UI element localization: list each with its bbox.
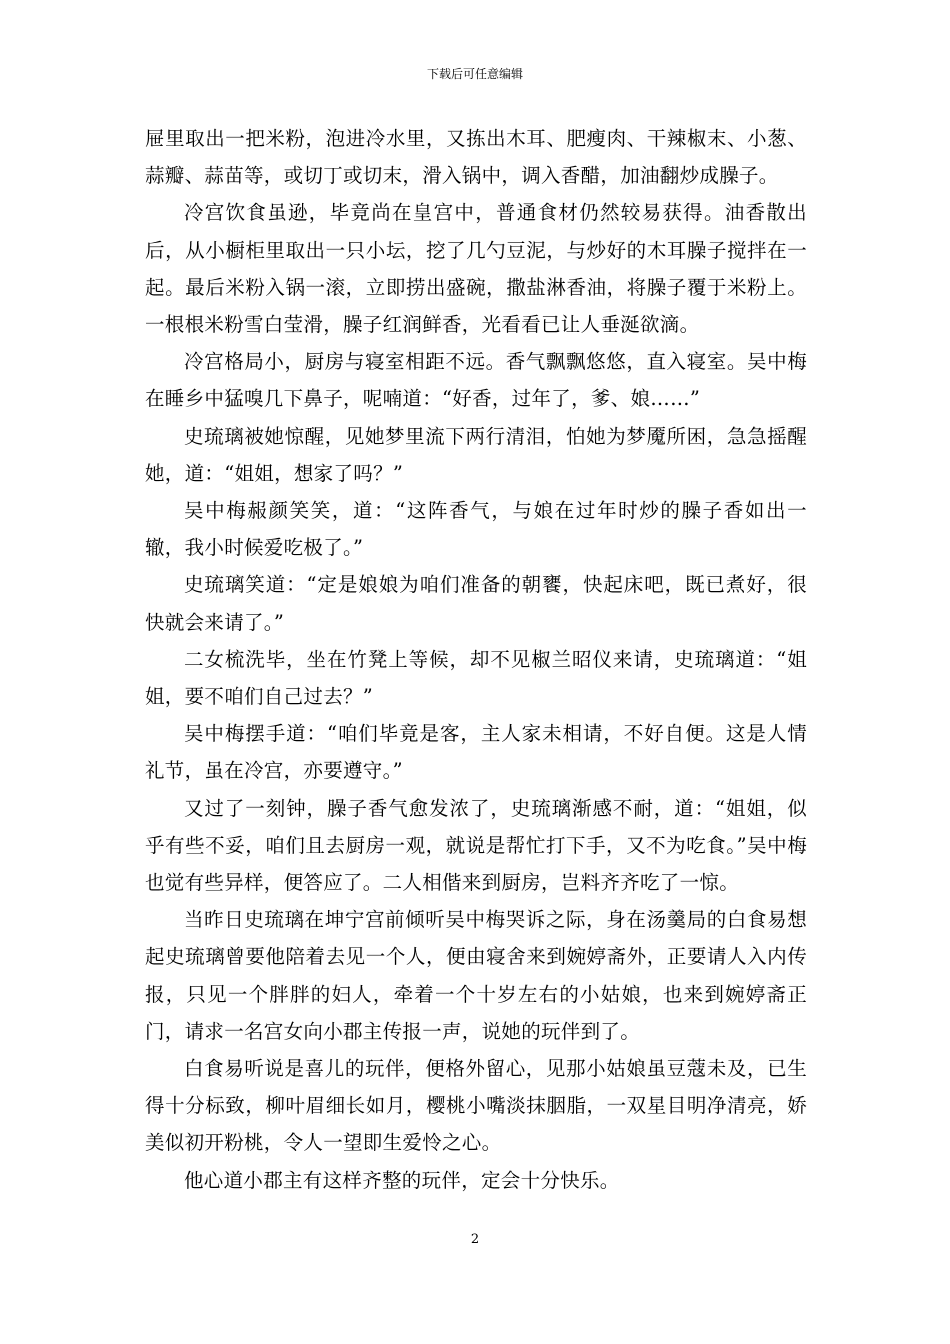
paragraph: 冷宫饮食虽逊，毕竟尚在皇宫中，普通食材仍然较易获得。油香散出后，从小橱柜里取出一只小坛，挖了几勺豆泥，与炒好的木耳臊子搅拌在一起。最后米粉入锅一滚，立即捞出盛碗，撒盐淋香油，将臊子覆于米粉上。一根根米粉雪白莹滑，臊子红润鲜香，光看看已让人垂涎欲滴。 [145, 201, 807, 337]
paragraph: 当昨日史琉璃在坤宁宫前倾听吴中梅哭诉之际，身在汤羹局的白食易想起史琉璃曾要他陪着去见一个人，便由寝舍来到婉婷斋外，正要请人入内传报，只见一个胖胖的妇人，牵着一个十岁左右的小姑娘，也来到婉婷斋正门，请求一名宫女向小郡主传报一声，说她的玩伴到了。 [145, 908, 807, 1043]
paragraph: 二女梳洗毕，坐在竹凳上等候，却不见椒兰昭仪来请，史琉璃道：“姐姐，要不咱们自己过去？” [145, 647, 807, 709]
paragraph: 屉里取出一把米粉，泡进冷水里，又拣出木耳、肥瘦肉、干辣椒末、小葱、蒜瓣、蒜苗等，或切丁或切末，滑入锅中，调入香醋，加油翻炒成臊子。 [145, 127, 807, 188]
paragraph: 吴中梅赧颜笑笑，道：“这阵香气，与娘在过年时炒的臊子香如出一辙，我小时候爱吃极了。” [145, 499, 807, 560]
body-text [145, 120, 807, 1199]
paragraph: 又过了一刻钟，臊子香气愈发浓了，史琉璃渐感不耐，道：“姐姐，似乎有些不妥，咱们且去厨房一观，就说是帮忙打下手，又不为吃食。”吴中梅也觉有些异样，便答应了。二人相偕来到厨房，岂料齐齐吃了一惊。 [145, 796, 807, 895]
paragraph: 冷宫格局小，厨房与寝室相距不远。香气飘飘悠悠，直入寝室。吴中梅在睡乡中猛嗅几下鼻子，呢喃道：“好香，过年了，爹、娘……” [145, 350, 807, 411]
page-number: 2 [470, 1232, 480, 1247]
paragraph: 史琉璃笑道：“定是娘娘为咱们准备的朝饔，快起床吧，既已煮好，很快就会来请了。” [145, 573, 807, 634]
paragraph: 史琉璃被她惊醒，见她梦里流下两行清泪，怕她为梦魇所困，急急摇醒她，道：“姐姐，想家了吗？” [145, 424, 807, 485]
paragraph: 吴中梅摆手道：“咱们毕竟是客，主人家未相请，不好自便。这是人情礼节，虽在冷宫，亦要遵守。” [145, 722, 807, 783]
paragraph: 他心道小郡主有这样齐整的玩伴，定会十分快乐。 [184, 1168, 620, 1192]
paragraph: 白食易听说是喜儿的玩伴，便格外留心，见那小姑娘虽豆蔻未及，已生得十分标致，柳叶眉细长如月，樱桃小嘴淡抹胭脂，一双星目明净清亮，娇美似初开粉桃，令人一望即生爱怜之心。 [145, 1057, 807, 1155]
page-header: 下载后可任意编辑 [426, 67, 523, 81]
